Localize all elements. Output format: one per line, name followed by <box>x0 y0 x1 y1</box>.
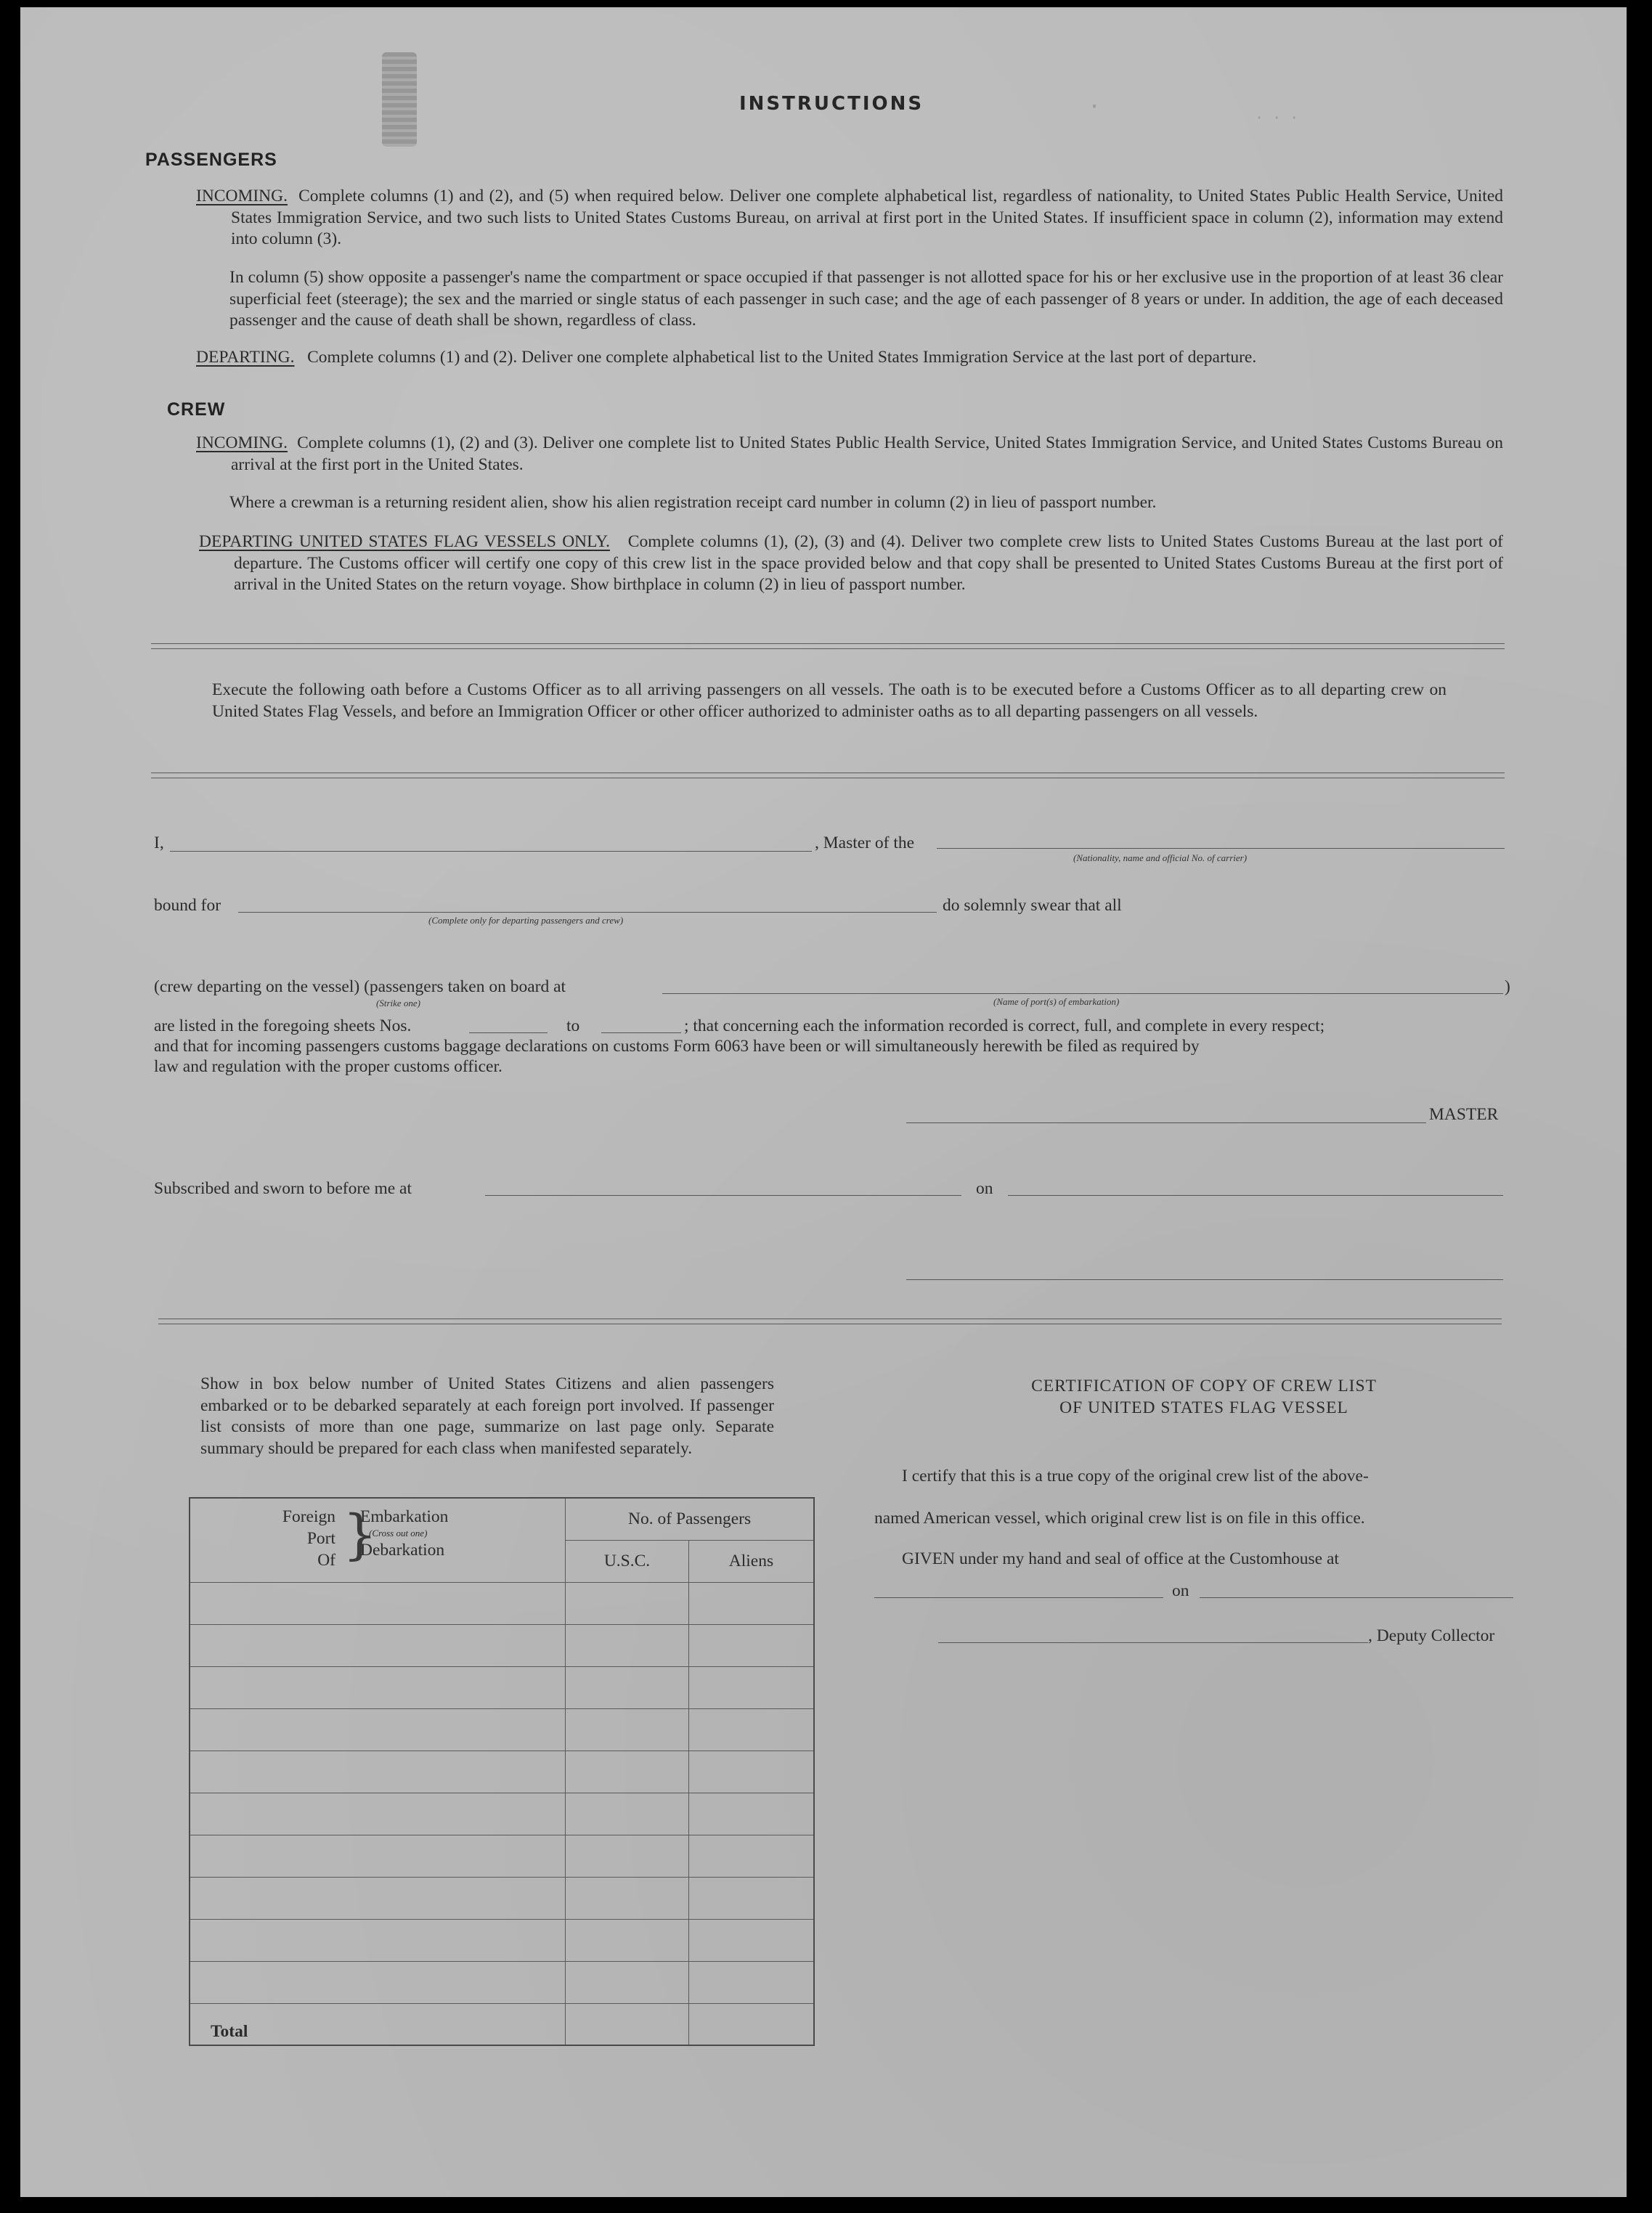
strike-one-note: (Strike one) <box>376 998 421 1008</box>
master-label: MASTER <box>1429 1105 1499 1124</box>
table-row[interactable] <box>190 1793 814 1835</box>
passengers-column5-paragraph: In column (5) show opposite a passenger's name the compartment or space occupied if that passenger is not allotted space for his or her exclusive use in the proportion of at least 36 clear superficial feet (steerage); the sex and the married or single status of each passenger in such case; and the age of each passenger of 8 years or under. In addition, the age of each deceased passenger and the cause of death shall be shown, regardless of class. <box>229 268 1503 330</box>
certification-heading-2: OF UNITED STATES FLAG VESSEL <box>1059 1398 1348 1417</box>
master-signature-field[interactable] <box>906 1122 1426 1123</box>
passengers-departing-label: DEPARTING. <box>196 348 295 367</box>
table-row[interactable] <box>190 1708 814 1751</box>
table-row[interactable] <box>190 1835 814 1877</box>
crew-resident-paragraph: Where a crewman is a returning resident alien, show his alien registration receipt card number in column (2) in lieu of passport number. <box>229 493 1157 512</box>
passengers-departing-paragraph <box>196 347 1503 369</box>
destination-field[interactable] <box>238 912 937 913</box>
passengers-incoming-paragraph <box>196 186 1503 250</box>
customhouse-field[interactable] <box>874 1597 1163 1598</box>
port-note: (Name of port(s) of embarkation) <box>993 996 1120 1007</box>
summary-instructions: Show in box below number of United States Citizens and alien passengers embarked or to be debarked separately at each foreign port involved. If passenger list consists of more than one page, summarize on last page only. Separate summary should be prepared for each class when manifested separately. <box>200 1374 774 1458</box>
brace-icon: } <box>343 1504 378 1566</box>
divider-double-line-1 <box>151 643 1505 649</box>
debarkation-label: Debarkation <box>360 1541 445 1560</box>
deputy-signature-field[interactable] <box>938 1642 1368 1643</box>
sworn-on-label: on <box>976 1179 993 1198</box>
table-row[interactable] <box>190 1961 814 2003</box>
certification-line-3: GIVEN under my hand and seal of office at the Customhouse at <box>902 1549 1339 1568</box>
certification-line-2: named American vessel, which original crew list is on file in this office. <box>874 1509 1365 1528</box>
crew-heading: CREW <box>167 399 226 420</box>
table-row[interactable] <box>190 1624 814 1666</box>
close-paren: ) <box>1505 977 1510 996</box>
deputy-collector-label: , Deputy Collector <box>1368 1626 1495 1645</box>
listed-sheets-label: are listed in the foregoing sheets Nos. <box>154 1016 412 1035</box>
passengers-heading: PASSENGERS <box>145 150 277 170</box>
certification-heading-1: CERTIFICATION OF COPY OF CREW LIST <box>1031 1377 1377 1395</box>
port-label: Port <box>306 1529 335 1548</box>
table-row[interactable] <box>190 1751 814 1793</box>
listed-to-label: to <box>566 1016 580 1035</box>
table-row[interactable] <box>190 1877 814 1919</box>
table-row[interactable] <box>190 1582 814 1624</box>
passengers-incoming-text: Complete columns (1) and (2), and (5) when required below. Deliver one complete alphabetical list, regardless of nationality, to United States Public Health Service, United States Immigration Service, and two such lists to United States Customs Bureau, on arrival at first port in the United States. If insufficient space in column (2), information may extend into column (3). <box>231 187 1503 248</box>
crew-departing-label: DEPARTING UNITED STATES FLAG VESSELS ONLY. <box>199 532 610 551</box>
table-row[interactable] <box>190 1919 814 1961</box>
crew-incoming-label: INCOMING. <box>196 433 288 452</box>
embarkation-label: Embarkation <box>360 1507 449 1526</box>
crew-departing-text: Complete columns (1), (2), (3) and (4). Deliver two complete crew lists to United States Customs Bureau at the last port of departure. The Customs officer will certify one copy of this crew list in the space provided below and that copy shall be presented to United States Customs Bureau at the first port of arrival in the United States on the return voyage. Show birthplace in column (2) in lieu of passport number. <box>234 532 1503 594</box>
embarkation-port-field[interactable] <box>662 993 1503 994</box>
bound-for-label: bound for <box>154 896 221 915</box>
aliens-header: Aliens <box>688 1540 814 1582</box>
cross-out-note: (Cross out one) <box>369 1528 428 1538</box>
carrier-note: (Nationality, name and official No. of carrier) <box>1073 852 1248 863</box>
carrier-field[interactable] <box>937 848 1505 849</box>
listed-correct-text: ; that concerning each the information recorded is correct, full, and complete in every respect; <box>684 1016 1325 1035</box>
port-header-cell <box>190 1498 566 1582</box>
bleed-through-dot: · <box>1088 94 1102 120</box>
crew-departing-label: (crew departing on the vessel) (passengers taken on board at <box>154 977 566 996</box>
sheet-from-field[interactable] <box>469 1032 548 1033</box>
certification-date-field[interactable] <box>1200 1597 1513 1598</box>
no-passengers-header: No. of Passengers <box>566 1498 814 1540</box>
passengers-departing-text: Complete columns (1) and (2). Deliver one complete alphabetical list to the United States Immigration Service at the last port of departure. <box>307 348 1257 367</box>
bound-note: (Complete only for departing passengers and crew) <box>428 915 624 926</box>
oath-instructions-paragraph: Execute the following oath before a Customs Officer as to all arriving passengers on all vessels. The oath is to be executed before a Customs Officer as to all departing crew on United States Flag Vessels, and before an Immigration Officer or other officer authorized to administer oaths as to all departing passengers on all vessels. <box>212 680 1446 721</box>
certification-line-1: I certify that this is a true copy of the original crew list of the above- <box>902 1467 1369 1485</box>
usc-header: U.S.C. <box>566 1540 689 1582</box>
subscribed-label: Subscribed and sworn to before me at <box>154 1179 412 1198</box>
page-title: INSTRUCTIONS <box>739 93 924 115</box>
crew-departing-paragraph <box>199 531 1503 596</box>
total-row[interactable] <box>190 2003 814 2045</box>
table-row[interactable] <box>190 1666 814 1708</box>
passenger-summary-table <box>189 1497 815 2046</box>
crew-incoming-paragraph <box>196 433 1503 476</box>
sworn-date-field[interactable] <box>1008 1195 1503 1196</box>
swear-label: do solemnly swear that all <box>943 896 1122 915</box>
listed-baggage-text: and that for incoming passengers customs baggage declarations on customs Form 6063 have been or will simultaneously herewith be filed as required by <box>154 1037 1200 1056</box>
oath-i-label: I, <box>154 834 164 852</box>
faded-stamp-mark <box>382 52 417 147</box>
of-label: Of <box>317 1551 335 1570</box>
sworn-place-field[interactable] <box>485 1195 961 1196</box>
officer-signature-field[interactable] <box>906 1279 1503 1280</box>
master-of-label: , Master of the <box>815 834 915 852</box>
sheet-to-field[interactable] <box>601 1032 681 1033</box>
bleed-through-mark: · · · <box>1255 109 1299 126</box>
document-page <box>20 7 1627 2197</box>
foreign-label: Foreign <box>282 1507 335 1526</box>
total-label: Total <box>190 2003 566 2045</box>
listed-law-text: law and regulation with the proper customs officer. <box>154 1057 502 1076</box>
passengers-incoming-label: INCOMING. <box>196 187 288 205</box>
divider-double-line-3 <box>158 1319 1502 1324</box>
crew-incoming-text: Complete columns (1), (2) and (3). Deliver one complete list to United States Public Health Service, United States Immigration Service, and United States Customs Bureau on arrival at the first port in the United States. <box>231 433 1503 474</box>
master-name-field[interactable] <box>170 851 812 852</box>
divider-double-line-2 <box>151 773 1505 778</box>
certification-on-label: on <box>1172 1581 1189 1600</box>
